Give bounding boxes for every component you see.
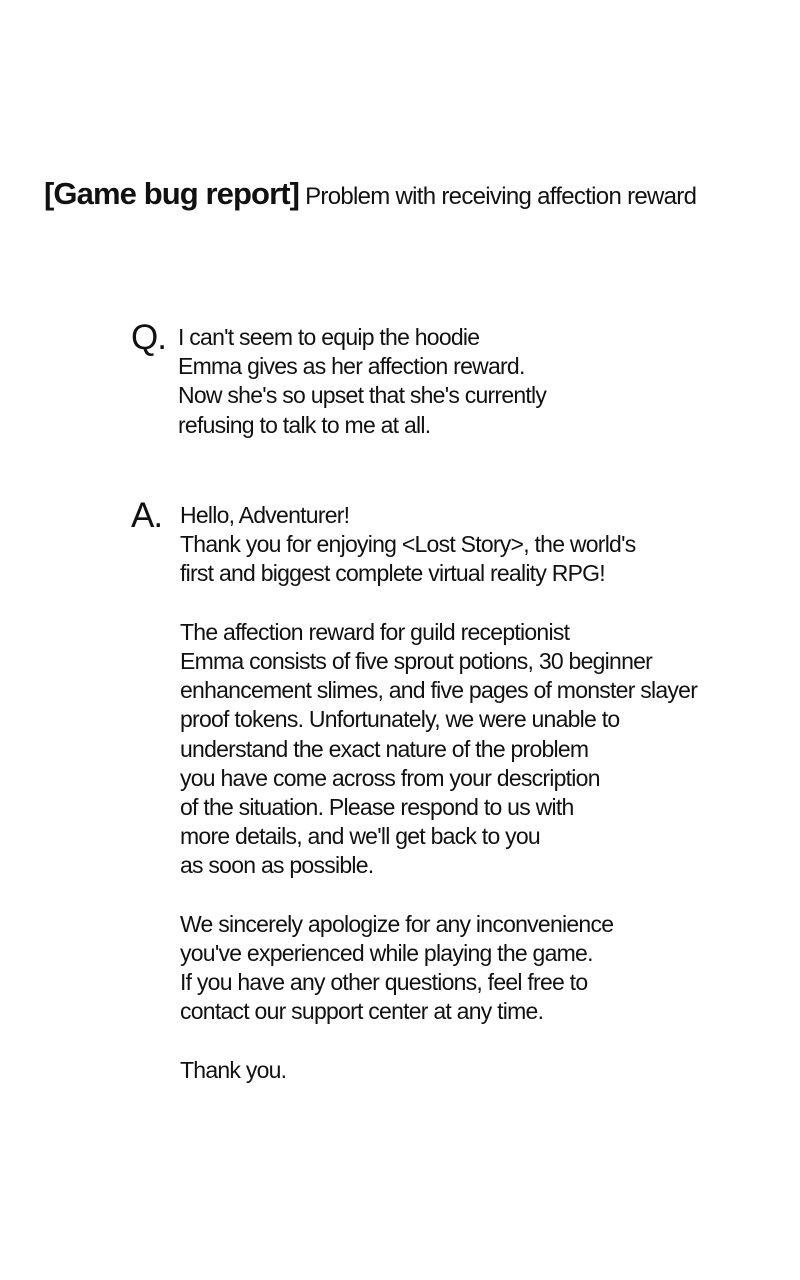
answer-text — [180, 501, 697, 1085]
answer-body-line: understand the exact nature of the problem — [180, 735, 589, 762]
answer-apology-line: If you have any other questions, feel free to — [180, 969, 588, 995]
answer-greeting-line: first and biggest complete virtual reality RPG! — [180, 560, 605, 587]
paragraph-gap — [180, 880, 697, 909]
answer-body-line: of the situation. Please respond to us with — [180, 793, 574, 820]
answer-body-line: you have come across from your description — [180, 764, 600, 791]
answer-apology-line: We sincerely apologize for any inconvenience — [180, 910, 614, 937]
answer-greeting-line: Thank you for enjoying <Lost Story>, the world's — [180, 531, 636, 558]
report-subject: Problem with receiving affection reward — [305, 183, 697, 210]
answer-body-line: as soon as possible. — [180, 852, 374, 879]
question-line: Emma gives as her affection reward. — [178, 353, 525, 380]
report-title — [44, 176, 784, 212]
answer-body-line: The affection reward for guild receptionist — [180, 618, 570, 645]
answer-body-line: more details, and we'll get back to you — [180, 823, 540, 850]
paragraph-gap — [180, 589, 697, 618]
question-marker: Q. — [131, 318, 166, 357]
question-text — [178, 323, 546, 440]
answer-body-line: proof tokens. Unfortunately, we were unable to — [180, 706, 620, 733]
paragraph-gap — [180, 1026, 697, 1055]
report-tag: [Game bug report] — [44, 176, 300, 211]
answer-apology-line: you've experienced while playing the game. — [180, 939, 593, 966]
question-line: I can't seem to equip the hoodie — [178, 324, 480, 350]
question-line: Now she's so upset that she's currently — [178, 382, 547, 409]
answer-body-line: Emma consists of five sprout potions, 30 beginner — [180, 647, 653, 674]
answer-apology-line: contact our support center at any time. — [180, 998, 544, 1025]
question-line: refusing to talk to me at all. — [178, 411, 431, 438]
answer-marker: A. — [131, 496, 163, 535]
answer-closing-line: Thank you. — [180, 1056, 287, 1083]
answer-greeting-line: Hello, Adventurer! — [180, 502, 350, 528]
answer-body-line: enhancement slimes, and five pages of monster slayer — [180, 677, 698, 704]
